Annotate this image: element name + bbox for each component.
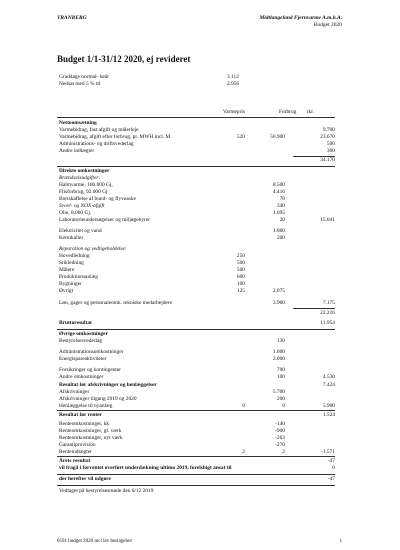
row-c1: 520 bbox=[236, 134, 245, 140]
row-label: Elektricitet og vand bbox=[59, 228, 102, 234]
table-row bbox=[57, 235, 335, 242]
col-header-tkr: tkr. bbox=[307, 109, 315, 115]
table-row bbox=[57, 349, 335, 356]
table-row bbox=[57, 403, 335, 410]
row-c1: 500 bbox=[236, 260, 245, 266]
row-label: Kemikalier bbox=[59, 235, 84, 241]
row-label: Løn, gager og personaleomk. tekniske medarbejdere bbox=[59, 300, 173, 306]
row-c2: -900 bbox=[275, 428, 285, 434]
row-c3: -47 bbox=[327, 458, 335, 464]
table-row bbox=[57, 141, 335, 148]
row-c2: 200 bbox=[276, 396, 285, 402]
row-c3: 500 bbox=[326, 141, 335, 147]
section-heading: Direkte omkostninger bbox=[59, 168, 110, 174]
row-c2: 130 bbox=[276, 338, 285, 344]
table-row bbox=[57, 356, 335, 363]
row-c3: 11.954 bbox=[320, 320, 335, 326]
row-label: Varmebidrag, afgift efter forbrug, pr. MWH incl. M. bbox=[59, 134, 172, 140]
row-c2: 4.416 bbox=[272, 189, 285, 195]
row-c2: -270 bbox=[275, 442, 285, 448]
row-c3: 4.530 bbox=[322, 374, 335, 380]
table-row bbox=[57, 396, 335, 403]
row-label: der herefter vil udgøre bbox=[59, 476, 111, 482]
direkte-total-row bbox=[57, 310, 335, 317]
row-c1: 2 bbox=[242, 449, 245, 455]
row-label: Administrations- og driftsvederlag bbox=[59, 141, 134, 147]
row-label: Bruttoresultat bbox=[59, 320, 92, 326]
table-row bbox=[57, 442, 335, 449]
row-c2: 0 bbox=[282, 403, 285, 409]
row-c3: 300 bbox=[326, 148, 335, 154]
row-c3: 1.524 bbox=[322, 412, 335, 418]
row-label: Halmvarme, 180.000 Gj, bbox=[59, 182, 113, 188]
col-header-forbrug: Forbrug bbox=[279, 109, 297, 115]
row-label: Øvrigt bbox=[59, 288, 74, 294]
row-label: Afskrivninger bbox=[59, 389, 90, 395]
row-label: Andre omkostninger bbox=[59, 374, 104, 380]
netto-heading bbox=[57, 120, 335, 127]
table-row bbox=[57, 134, 335, 141]
row-c2: 700 bbox=[276, 367, 285, 373]
table-row bbox=[57, 196, 335, 203]
table-row bbox=[57, 338, 335, 345]
row-c3: 0 bbox=[332, 465, 335, 471]
divider bbox=[57, 474, 335, 475]
subtotal-rule bbox=[293, 308, 335, 309]
row-c2: 340 bbox=[276, 203, 285, 209]
table-row bbox=[57, 189, 335, 196]
row-label: Olie, 8.000 Gj. bbox=[59, 210, 92, 216]
row-c2: 200 bbox=[276, 235, 285, 241]
afskr-heading bbox=[57, 382, 335, 389]
row-label: Forsikringer og kontingenter bbox=[59, 367, 121, 373]
row-c3: 7.175 bbox=[322, 300, 335, 306]
row-label: Laboratorieundersøgelser og miljøgebyrer bbox=[59, 217, 151, 223]
row-label: Produktionsanlæg bbox=[59, 274, 98, 280]
row-c2: -263 bbox=[275, 435, 285, 441]
row-label: Nedsat med 5 % til bbox=[59, 81, 101, 87]
row-label: Energispareaktiviteter bbox=[59, 356, 107, 362]
row-c2: 2.000 bbox=[272, 356, 285, 362]
row-label: Renteomkostninger, kk bbox=[59, 421, 110, 427]
fragaa-row bbox=[57, 465, 335, 472]
divider bbox=[57, 456, 335, 457]
row-label: Henlæggelse til nyanlæg bbox=[59, 403, 113, 409]
row-c2: 20 bbox=[279, 217, 285, 223]
row-label: Renteomkostninger, gl. værk bbox=[59, 428, 122, 434]
row-c2: 100 bbox=[276, 374, 285, 380]
divider bbox=[57, 117, 335, 118]
row-label: Bestyrelsesvederlag bbox=[59, 338, 103, 344]
subheading bbox=[57, 175, 335, 182]
table-row bbox=[57, 428, 335, 435]
table-row bbox=[57, 449, 335, 456]
aarets-resultat-row bbox=[57, 458, 335, 465]
direkte-heading bbox=[57, 168, 335, 175]
row-label: Afskrivninger tilgang 2019 og 2020 bbox=[59, 396, 137, 402]
row-label: Bortskaffelse af bund- og flyveaske bbox=[59, 196, 136, 202]
row-c1: 500 bbox=[236, 267, 245, 273]
section-heading: Resultat før renter bbox=[59, 412, 102, 418]
graddage-row bbox=[57, 74, 335, 81]
row-label: Svovl- og NOX-afgift bbox=[59, 203, 105, 209]
netto-total-row bbox=[57, 157, 335, 164]
row-c2: 1.695 bbox=[272, 210, 285, 216]
row-c1: 125 bbox=[236, 288, 245, 294]
divider bbox=[57, 166, 335, 167]
header-right: Midtlangeland Fjernvarme A.m.b.A. bbox=[259, 15, 342, 21]
page-title: Budget 1/1-31/12 2020, ej revideret bbox=[57, 54, 191, 64]
row-c1: 600 bbox=[236, 274, 245, 280]
table-row bbox=[57, 300, 335, 307]
table-row bbox=[57, 435, 335, 442]
row-c2: 3.900 bbox=[272, 300, 285, 306]
row-c3: 15.041 bbox=[320, 217, 335, 223]
column-headers bbox=[57, 109, 335, 116]
row-c3: 9.700 bbox=[322, 127, 335, 133]
table-row bbox=[57, 274, 335, 281]
row-value: 3.112 bbox=[227, 74, 239, 80]
row-label: Flisforbrug, 92.000 Gj bbox=[59, 189, 108, 195]
row-label: vil fragå i forventet overført underdækning ultimo 2019, forelsbigt ansat til bbox=[59, 465, 232, 471]
table-row bbox=[57, 367, 335, 374]
row-label: Hovedledning bbox=[59, 253, 90, 259]
table-row bbox=[57, 288, 335, 295]
row-c2: 5.700 bbox=[272, 389, 285, 395]
section-heading: Resultat før afskrivninger og henlæggelser bbox=[59, 382, 157, 388]
table-row bbox=[57, 127, 335, 134]
row-c2: 56.900 bbox=[270, 134, 285, 140]
table-row bbox=[57, 148, 335, 155]
footer-left: 0591 budget 2020 incl lev beslagehor bbox=[57, 539, 133, 544]
table-row bbox=[57, 228, 335, 235]
row-c2: 8.500 bbox=[272, 182, 285, 188]
page-number: 1 bbox=[339, 539, 342, 544]
row-label: Garantiprovision bbox=[59, 442, 96, 448]
col-header-varmepris: Varmepris bbox=[222, 109, 245, 115]
section-heading: Øvrige omkostninger bbox=[59, 331, 108, 337]
divider bbox=[57, 410, 335, 411]
section-heading: Nettoomsætning bbox=[59, 120, 97, 126]
row-c2: 70 bbox=[279, 196, 285, 202]
table-row bbox=[57, 253, 335, 260]
row-c3: 5.900 bbox=[322, 403, 335, 409]
row-label: Stikledning bbox=[59, 260, 84, 266]
table-row bbox=[57, 389, 335, 396]
row-c3: 34.170 bbox=[320, 157, 335, 163]
ovrige-heading bbox=[57, 331, 335, 338]
row-label: Graddage normal- heår bbox=[59, 74, 109, 80]
row-label: Bygninger bbox=[59, 281, 82, 287]
row-label: Renteindtægter bbox=[59, 449, 92, 455]
nedsat-row bbox=[57, 81, 335, 88]
row-c1: 100 bbox=[236, 281, 245, 287]
sub-heading: Brændselsudgifter: bbox=[59, 175, 101, 181]
row-label: Varmebidrag, fast afgift og målerleje bbox=[59, 127, 139, 133]
row-c3: 23.670 bbox=[320, 134, 335, 140]
sub-heading: Reparation og vedligeholdelse: bbox=[59, 246, 127, 252]
row-label: Renteomkostninger, nyt værk bbox=[59, 435, 123, 441]
header-right-sub: Budget 2020 bbox=[313, 22, 342, 28]
row-label: Årets resultat bbox=[59, 458, 91, 464]
table-row bbox=[57, 203, 335, 210]
divider bbox=[57, 329, 335, 330]
table-row bbox=[57, 217, 335, 224]
row-c1: 250 bbox=[236, 253, 245, 259]
vedtaget-row bbox=[57, 488, 335, 495]
table-row bbox=[57, 260, 335, 267]
subheading bbox=[57, 246, 335, 253]
row-c2: 1.000 bbox=[272, 228, 285, 234]
vedtaget-text: Vedtaget på bestyrelsesmøde den 6/12 2019 bbox=[59, 488, 154, 494]
row-c2: 2.075 bbox=[272, 288, 285, 294]
header-left: TRANBERG bbox=[57, 15, 87, 21]
table-row bbox=[57, 267, 335, 274]
table-row bbox=[57, 210, 335, 217]
row-c3: -47 bbox=[327, 476, 335, 482]
bruttoresultat-row bbox=[57, 320, 335, 327]
table-row bbox=[57, 374, 335, 381]
row-c2: 1.600 bbox=[272, 349, 285, 355]
table-row bbox=[57, 182, 335, 189]
divider bbox=[57, 485, 335, 486]
row-c2: 2 bbox=[282, 449, 285, 455]
renter-heading bbox=[57, 412, 335, 419]
row-label: Andre indtægter bbox=[59, 148, 95, 154]
table-row bbox=[57, 421, 335, 428]
row-c1: 0 bbox=[242, 403, 245, 409]
herefter-row bbox=[57, 476, 335, 483]
row-label: Målere bbox=[59, 267, 75, 273]
row-c3: 7.424 bbox=[322, 382, 335, 388]
row-c2: -140 bbox=[275, 421, 285, 427]
row-label: Administrationsomkostninger bbox=[59, 349, 124, 355]
table-row bbox=[57, 281, 335, 288]
row-value: 2.956 bbox=[227, 81, 240, 87]
row-c3: 22.216 bbox=[320, 310, 335, 316]
row-c3: -1.571 bbox=[321, 449, 335, 455]
